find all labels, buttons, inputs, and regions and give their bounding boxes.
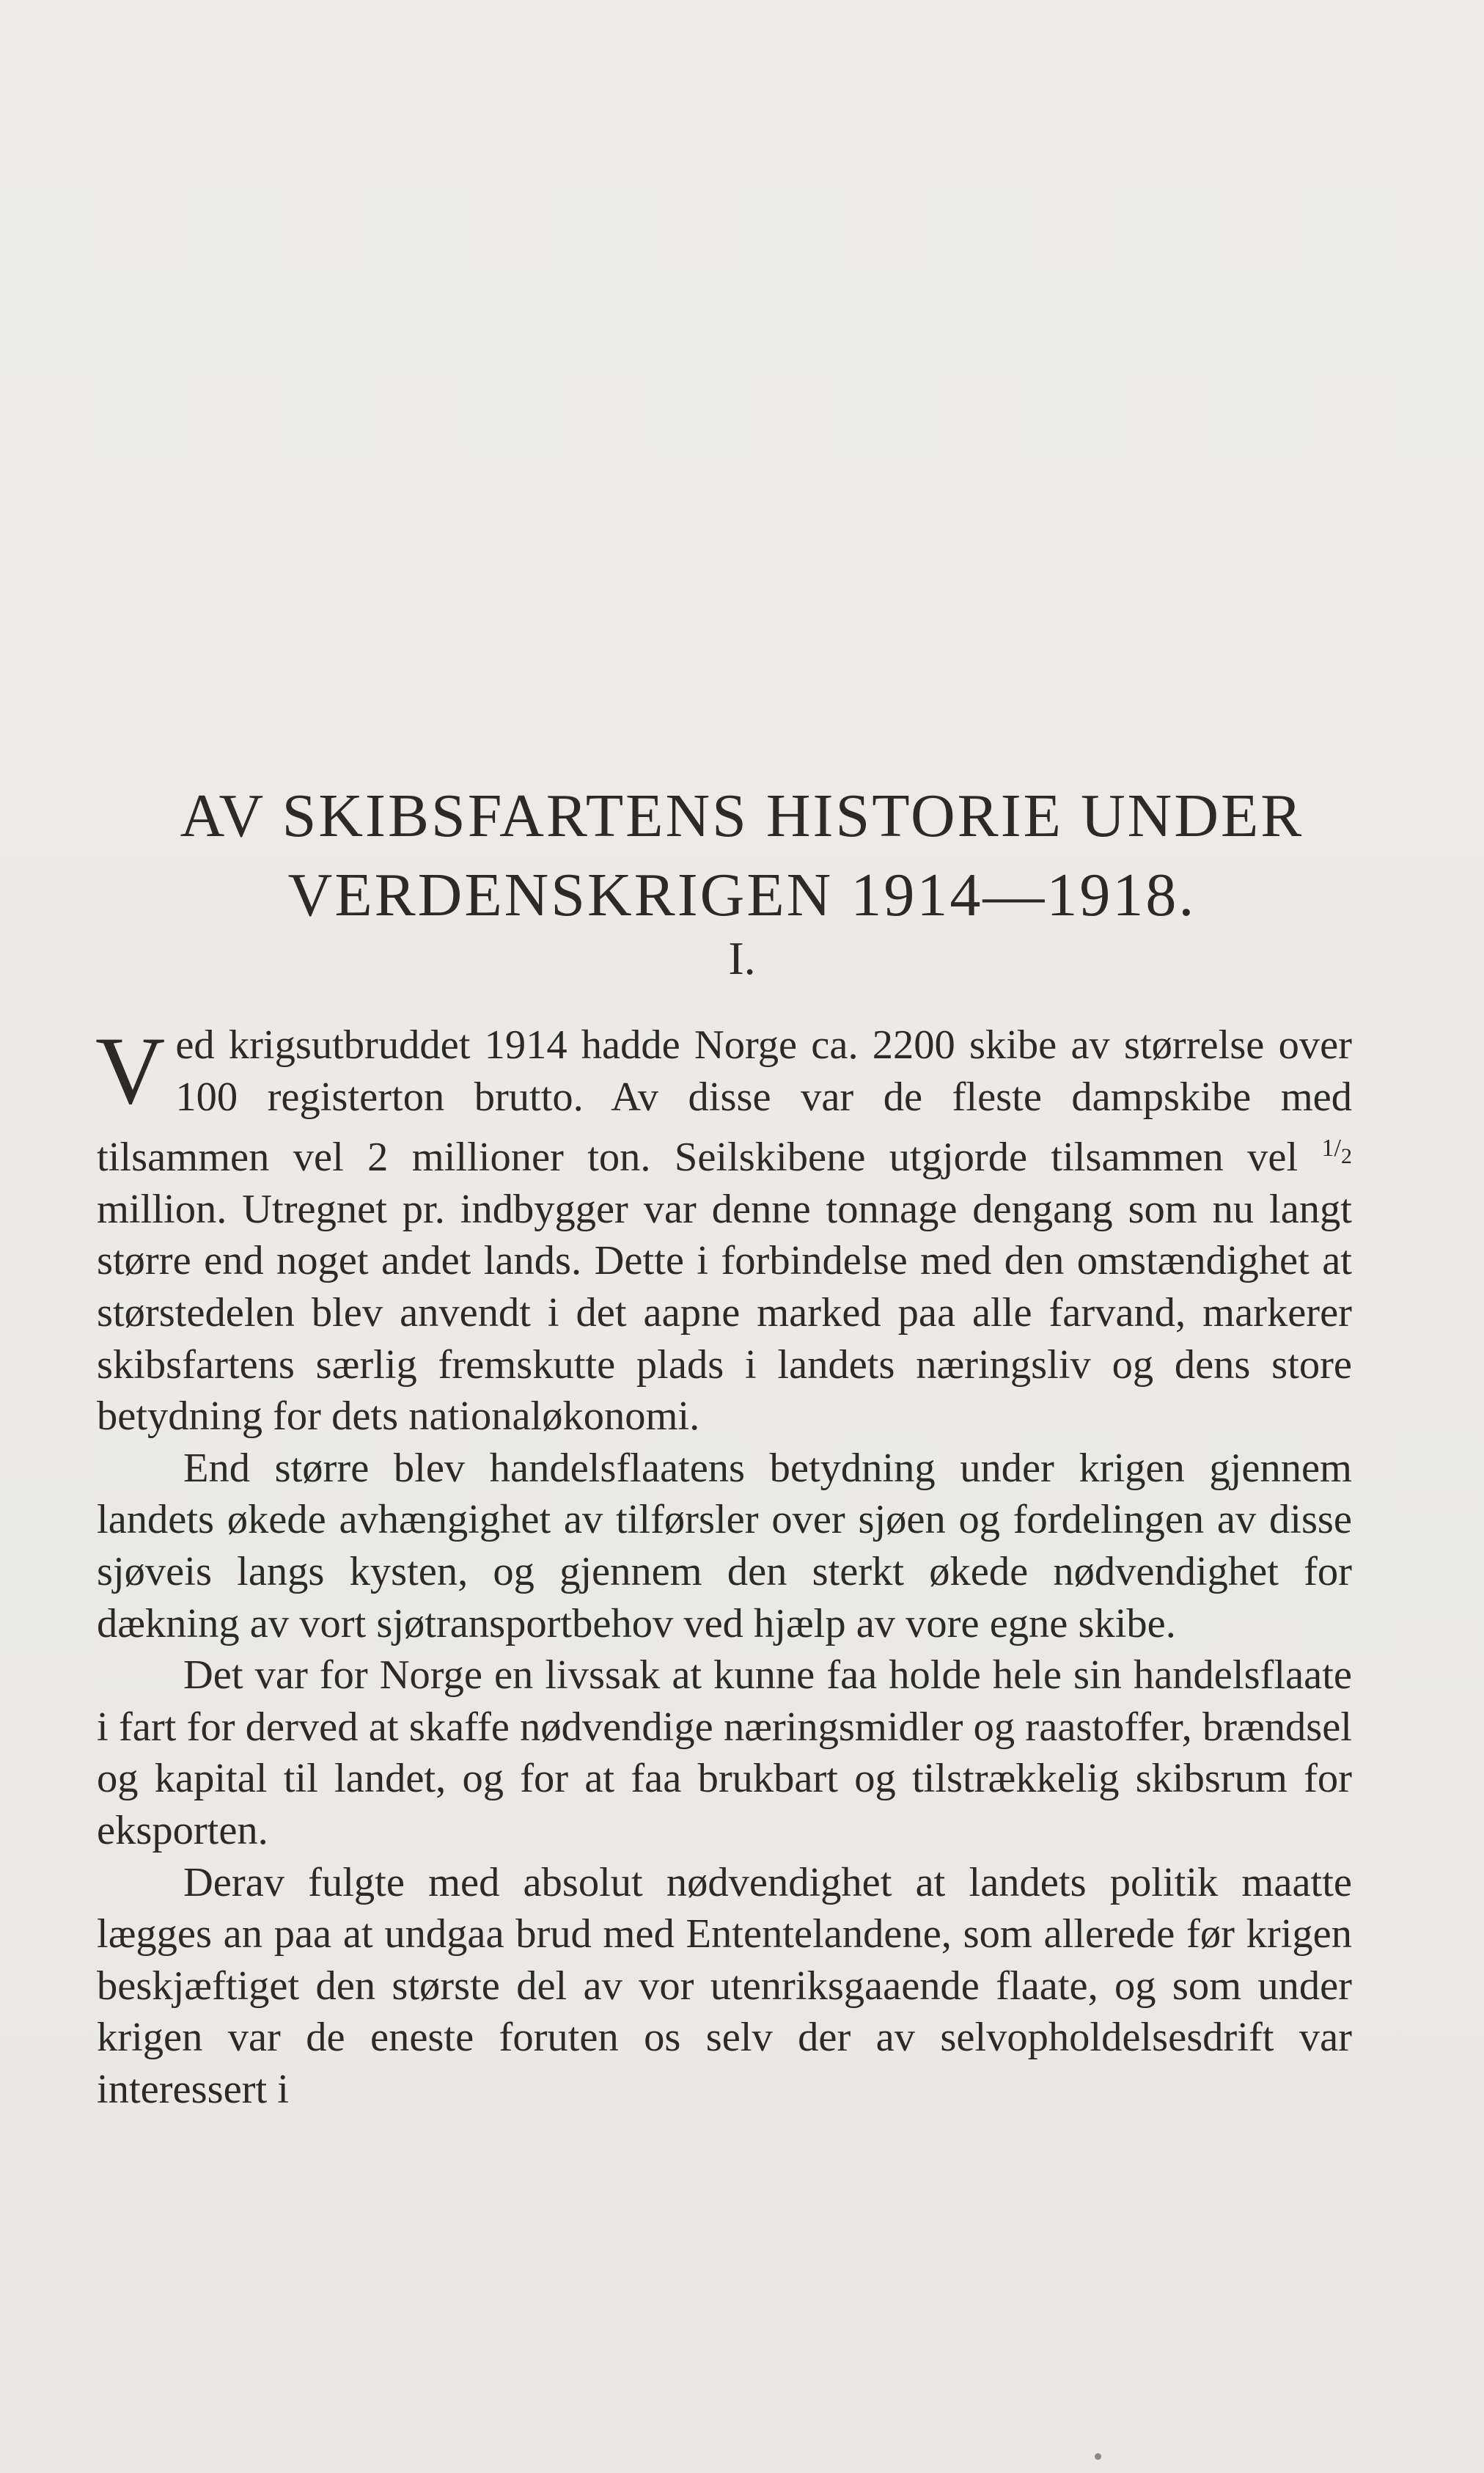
paragraph-1-tail: million. Utregnet pr. indbygger var denne tonnage dengang som nu langt større end noget andet lands. Dette i forbindelse med den omstændighet at størstedelen blev anvendt i det aapne marked paa alle farvand, markerer skibsfartens særlig fremskutte plads i landets næringsliv og dens store betydning for dets nationaløkonomi.: [97, 1186, 1352, 1440]
drop-cap: V: [95, 1016, 166, 1124]
paragraph-1-lead: ed krigsutbruddet 1914 hadde Norge ca. 2200 skibe av størrelse over 100 registerton brutto. Av disse var de fleste dampskibe med tilsammen vel 2 millioner ton. Seilskibene utgjorde tilsammen vel: [97, 1022, 1352, 1181]
paragraph-3: Det var for Norge en livssak at kunne faa holde hele sin handelsflaate i fart for derved at skaffe nødvendige næringsmidler og raastoffer, brændsel og kapital til landet, og for at faa brukbart og tilstrækkelig skibsrum for eksporten.: [97, 1652, 1352, 1853]
chapter-title-line-2: VERDENSKRIGEN 1914—1918.: [287, 861, 1197, 930]
body-text: [95, 1016, 1352, 2115]
fraction-half: 1/2: [1321, 1135, 1352, 1169]
paragraph-1: [95, 1016, 1352, 1443]
paragraph-4: Derav fulgte med absolut nødvendighet at landets politik maatte lægges an paa at undgaa brud med Ententelandene, som allerede før krigen beskjæftiget den største del av vor utenriksgaaende flaate, og som under krigen var de eneste foruten os selv der av selvopholdelsesdrift var interessert i: [97, 1859, 1352, 2112]
fraction-denominator: 2: [1341, 1144, 1352, 1169]
chapter-title-line-1: AV SKIBSFARTENS HISTORIE UNDER: [180, 782, 1304, 851]
section-number: I.: [728, 932, 756, 984]
paragraph-2: End større blev handelsflaatens betydning under krigen gjennem landets økede avhængighet av tilførsler over sjøen og fordelingen av disse sjøveis langs kysten, og gjennem den sterkt økede nødvendighet for dækning av vort sjøtransportbehov ved hjælp av vore egne skibe.: [97, 1445, 1352, 1646]
paper-speck: [1095, 2453, 1101, 2460]
fraction-numerator: 1: [1321, 1135, 1334, 1162]
